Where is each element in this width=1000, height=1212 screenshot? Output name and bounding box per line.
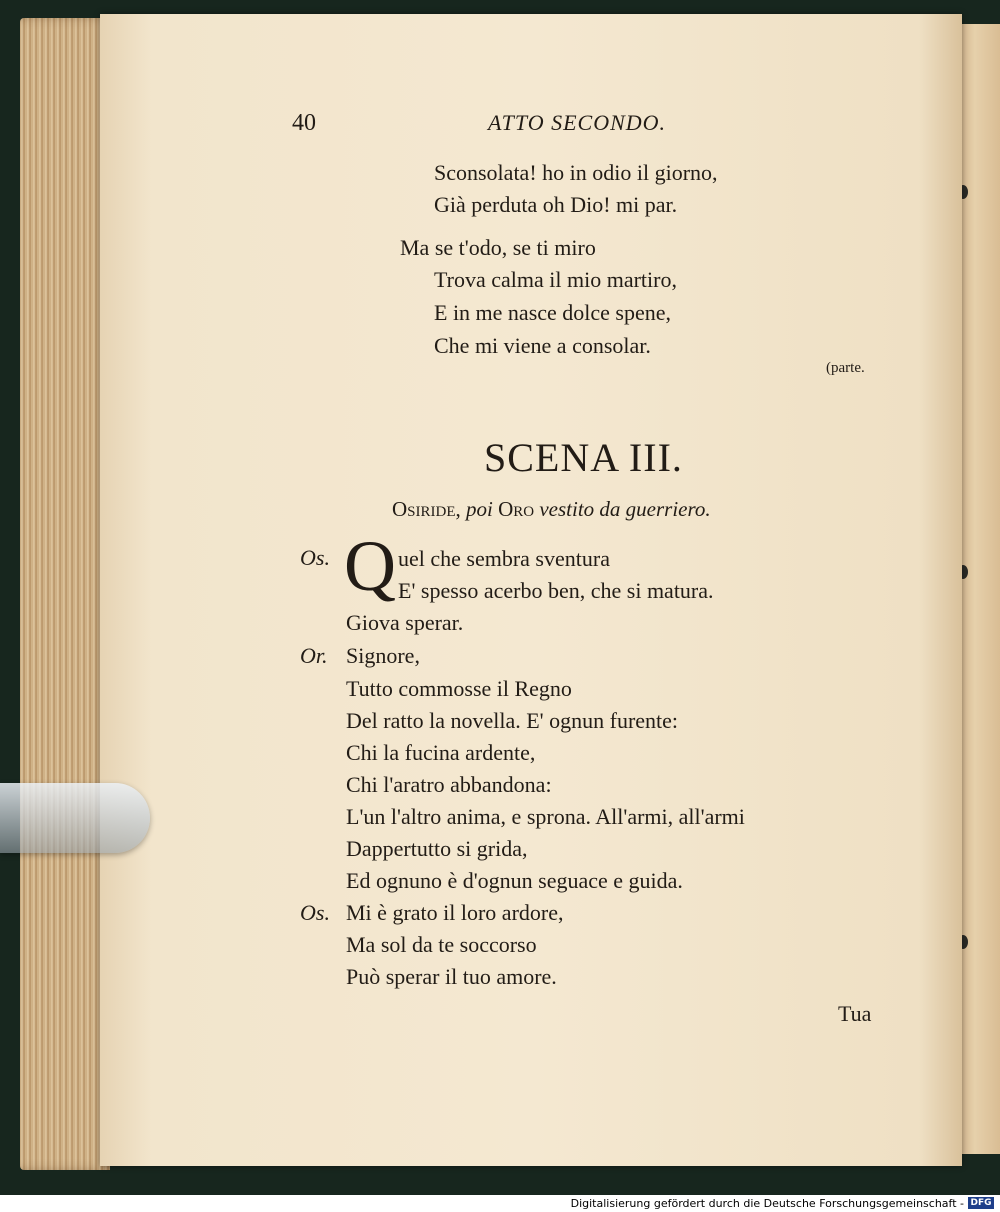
page-number: 40: [292, 110, 316, 136]
scene-cast: [392, 497, 711, 522]
connector: poi: [466, 497, 493, 521]
footer-credit: Digitalisierung gefördert durch die Deutsche Forschungsgemeinschaft -: [570, 1197, 964, 1210]
dialogue-line: Chi la fucina ardente,: [346, 740, 536, 765]
dfg-logo: DFG: [968, 1197, 994, 1209]
dialogue-line: Del ratto la novella. E' ognun furente:: [346, 708, 679, 733]
dialogue-line: Mi è grato il loro ardore,: [346, 900, 564, 925]
verse-line: E in me nasce dolce spene,: [434, 300, 672, 325]
dialogue-line: Ma sol da te soccorso: [346, 932, 537, 957]
dialogue-line: uel che sembra sventura: [398, 546, 610, 571]
speaker-label: Or.: [300, 643, 328, 668]
speaker-label: Os.: [300, 545, 330, 570]
dialogue-line: Signore,: [346, 643, 420, 668]
verse-line: Sconsolata! ho in odio il giorno,: [434, 160, 718, 185]
stage-direction: (parte.: [826, 360, 865, 376]
verse-line: Ma se t'odo, se ti miro: [400, 235, 596, 260]
drop-cap: Q: [344, 526, 396, 606]
dialogue-line: Chi l'aratro abbandona:: [346, 772, 552, 797]
page-clip: [0, 783, 150, 853]
dialogue-line: Ed ognuno è d'ognun seguace e guida.: [346, 868, 683, 893]
dialogue-line: Dappertutto si grida,: [346, 836, 528, 861]
verse-line: Trova calma il mio martiro,: [434, 267, 677, 292]
book-block-edge: [20, 18, 110, 1170]
character-description: vestito da guerriero.: [539, 497, 711, 521]
speaker-label: Os.: [300, 900, 330, 925]
digitization-footer: [0, 1195, 1000, 1212]
character-name: Oro: [498, 497, 535, 521]
verse-line: Che mi viene a consolar.: [434, 333, 651, 358]
dialogue-line: L'un l'altro anima, e sprona. All'armi, all'armi: [346, 804, 745, 829]
dialogue-line: E' spesso acerbo ben, che si matura.: [398, 578, 714, 603]
dialogue-line: Tutto commosse il Regno: [346, 676, 572, 701]
character-name: Osiride,: [392, 497, 461, 521]
scene-title: SCENA III.: [484, 435, 683, 480]
catchword: Tua: [838, 1001, 872, 1026]
dialogue-line: Giova sperar.: [346, 610, 464, 635]
dialogue-line: Può sperar il tuo amore.: [346, 964, 557, 989]
running-head: ATTO SECONDO.: [488, 110, 667, 135]
verse-line: Già perduta oh Dio! mi par.: [434, 192, 678, 217]
